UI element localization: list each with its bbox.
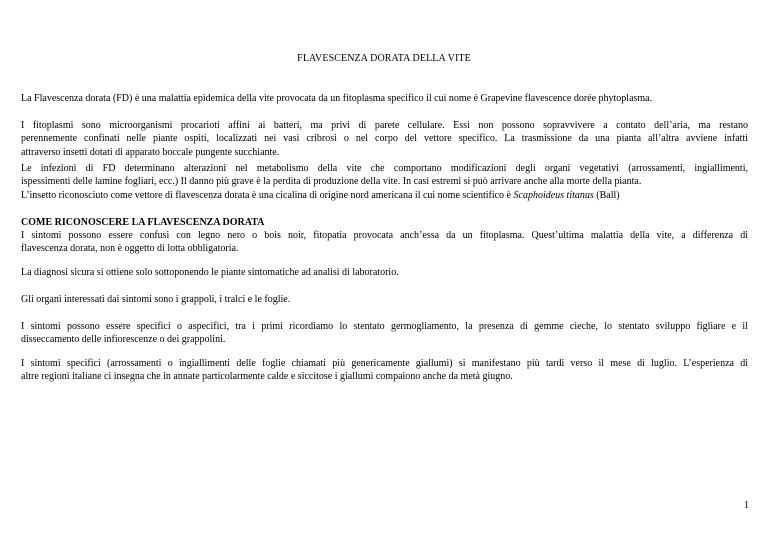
- paragraph-phytoplasma: [21, 119, 748, 159]
- text-line: Le infezioni di FD determinano alterazioni nel metabolismo della vite che comportano modificazioni degli organi vegetativi (arrossamenti, ingiallimenti,: [21, 163, 748, 174]
- text-line: attraverso insetti dotati di apparato boccale pungente succhiante.: [21, 146, 280, 158]
- paragraph-specific-symptoms: [21, 357, 748, 384]
- text-line: Gli organi interessati dai sintomi sono i grappoli, i tralci e le foglie.: [21, 294, 291, 305]
- text-line: flavescenza dorata, non è oggetto di lotta obbligatoria.: [21, 243, 239, 255]
- text-line: perennemente confinati nelle piante ospiti, localizzati nei vasi cribrosi o nel corpo del vettore specifico. La trasmissione da una pianta all’altra avviene infatti: [21, 133, 748, 145]
- paragraph-organs: [21, 293, 748, 306]
- paragraph-definition: [21, 92, 748, 105]
- text-line: La Flavescenza dorata (FD) è una malattia epidemica della vite provocata da un fitoplasma specifico il cui nome è Grapevine flavescence dorée phytoplasma.: [21, 93, 653, 104]
- paragraph-symptoms: [21, 320, 748, 347]
- text-line: I sintomi possono essere specifici o aspecifici, tra i primi ricordiamo lo stentato germogliamento, la presenza di gemme cieche, lo stentato sviluppo figliare e il: [21, 321, 748, 332]
- page-number: 1: [744, 500, 749, 511]
- vector-text-before: L’insetto riconosciuto come vettore di flavescenza dorata è una cicalina di origine nord americana il cui nome scientifico è: [21, 189, 514, 201]
- document-title: FLAVESCENZA DORATA DELLA VITE: [297, 53, 471, 64]
- text-line: altre regioni italiane ci insegna che in annate particolarmente calde e siccitose i giallumi compaiono anche da metà giugno.: [21, 371, 513, 383]
- paragraph-infections: [21, 162, 748, 202]
- paragraph-diagnosis: [21, 266, 748, 279]
- text-line: La diagnosi sicura si ottiene solo sottoponendo le piante sintomatiche ad analisi di laboratorio.: [21, 267, 399, 278]
- text-line: ispessimenti delle lamine fogliari, ecc.) Il danno più grave è la perdita di produzione della vite. In casi estremi si può arrivare anche alla morte della pianta.: [21, 176, 642, 188]
- text-line: I sintomi possono essere confusi con legno nero o bois noir, fitopatia provocata anch’essa da un fitoplasma. Quest’ultima malattia della vite, a differenza di: [21, 230, 748, 241]
- paragraph-confusion: [21, 229, 748, 256]
- text-line-vector: [21, 189, 748, 202]
- text-line: disseccamento delle infiorescenze o dei grappolini.: [21, 334, 226, 346]
- vector-text-after: (Ball): [593, 189, 620, 201]
- scientific-name: Scaphoideus titanus: [513, 189, 594, 201]
- text-line: I fitoplasmi sono microorganismi procarioti affini ai batteri, ma privi di parete cellulare. Essi non possono sopravvivere a contato dell’aria, ma restano: [21, 120, 748, 131]
- text-line: I sintomi specifici (arrossamenti o ingiallimenti delle foglie chiamati più genericamente giallumi) si manifestano più tardi verso il mese di luglio. L’esperienza di: [21, 358, 748, 369]
- section-heading: COME RICONOSCERE LA FLAVESCENZA DORATA: [21, 217, 265, 228]
